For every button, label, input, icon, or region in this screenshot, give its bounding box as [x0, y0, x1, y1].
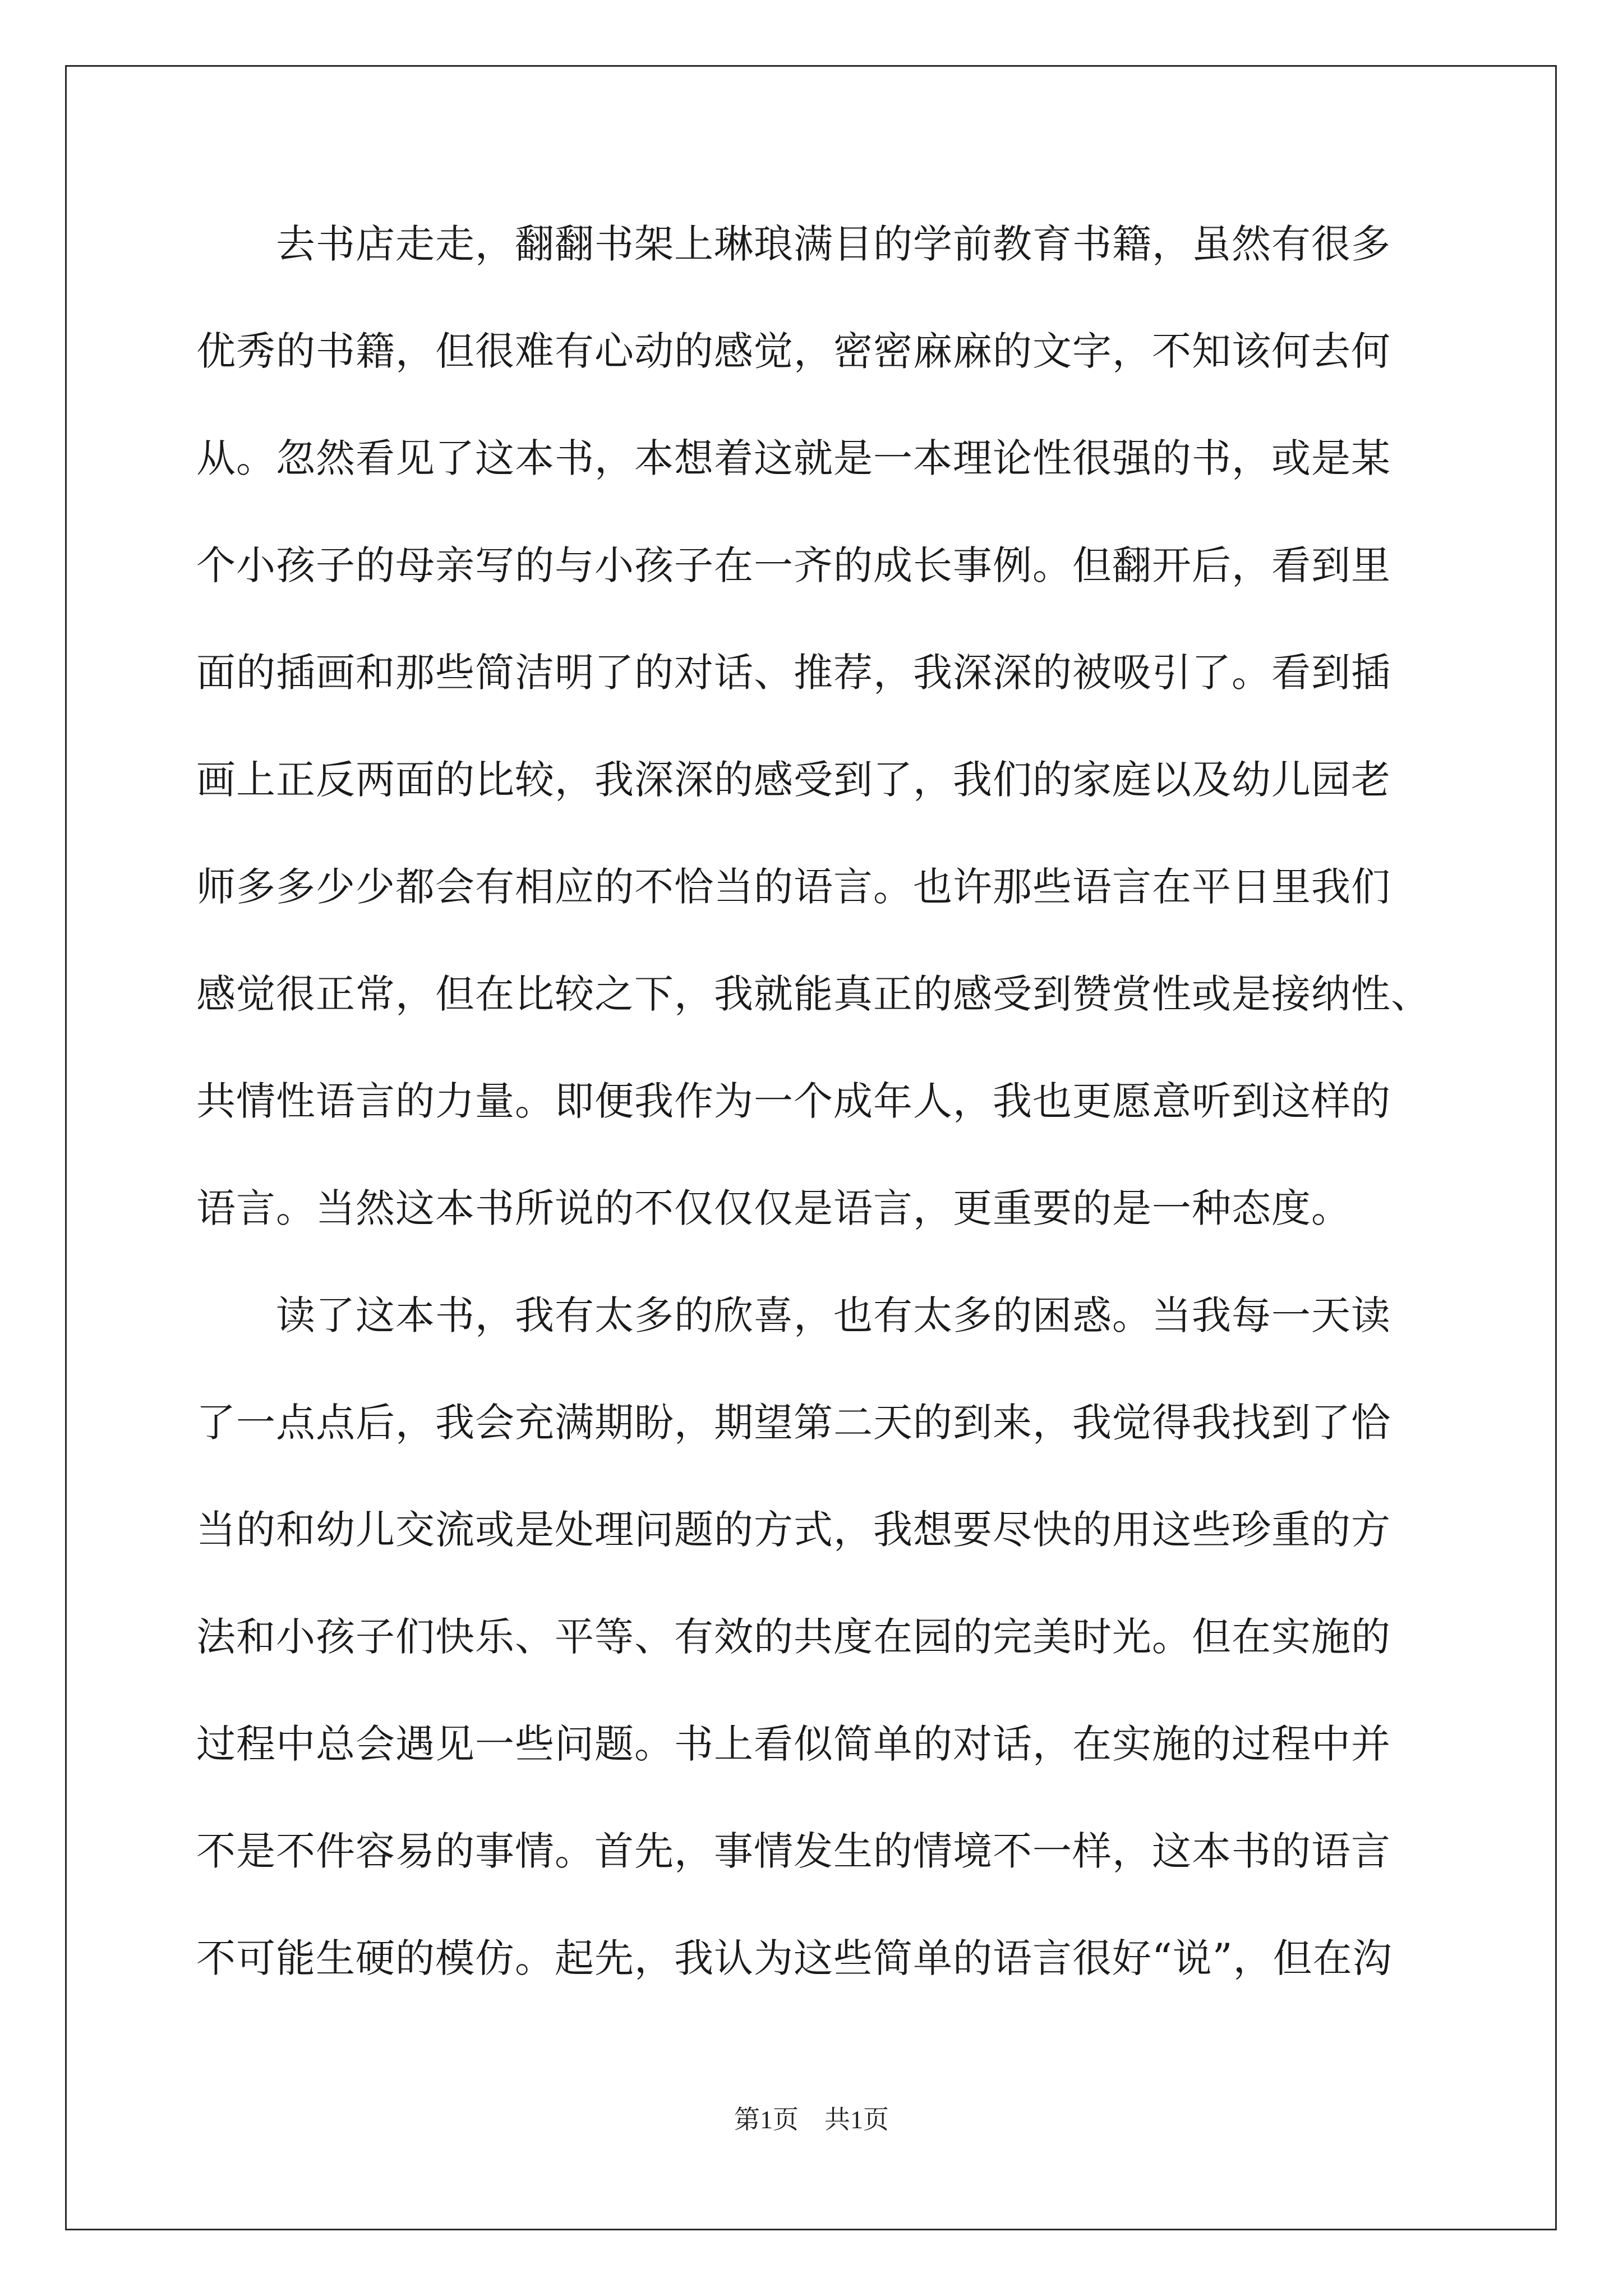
text-line-3: 从。忽然看见了这本书，本想着这就是一本理论性很强的书，或是某	[196, 435, 1391, 481]
text-line-2: 优秀的书籍，但很难有心动的感觉，密密麻麻的文字，不知该何去何	[196, 328, 1391, 374]
text-line-17: 不可能生硬的模仿。起先，我认为这些简单的语言很好“说”，但在沟	[196, 1935, 1393, 1981]
text-line-13: 当的和幼儿交流或是处理问题的方式，我想要尽快的用这些珍重的方	[196, 1507, 1391, 1553]
text-line-10: 语言。当然这本书所说的不仅仅仅是语言，更重要的是一种态度。	[196, 1185, 1351, 1231]
text-line-11: 读了这本书，我有太多的欣喜，也有太多的困惑。当我每一天读	[196, 1292, 1391, 1338]
text-line-5: 面的插画和那些简洁明了的对话、推荐，我深深的被吸引了。看到插	[196, 650, 1391, 696]
text-line-6: 画上正反两面的比较，我深深的感受到了，我们的家庭以及幼儿园老	[196, 757, 1391, 803]
text-line-1: 去书店走走，翻翻书架上琳琅满目的学前教育书籍，虽然有很多	[196, 221, 1391, 267]
text-line-12: 了一点点后，我会充满期盼，期望第二天的到来，我觉得我找到了恰	[196, 1400, 1391, 1446]
text-line-9: 共情性语言的力量。即便我作为一个成年人，我也更愿意听到这样的	[196, 1078, 1391, 1124]
text-line-14: 法和小孩子们快乐、平等、有效的共度在园的完美时光。但在实施的	[196, 1614, 1391, 1660]
text-line-15: 过程中总会遇见一些问题。书上看似简单的对话，在实施的过程中并	[196, 1721, 1391, 1767]
page-number-footer: 第1页 共1页	[734, 2105, 889, 2134]
document-body	[196, 213, 1430, 2064]
text-line-7: 师多多少少都会有相应的不恰当的语言。也许那些语言在平日里我们	[196, 864, 1391, 910]
text-line-16: 不是不件容易的事情。首先，事情发生的情境不一样，这本书的语言	[196, 1828, 1391, 1874]
text-line-8: 感觉很正常，但在比较之下，我就能真正的感受到赞赏性或是接纳性、	[196, 971, 1431, 1017]
text-line-4: 个小孩子的母亲写的与小孩子在一齐的成长事例。但翻开后，看到里	[196, 542, 1391, 588]
